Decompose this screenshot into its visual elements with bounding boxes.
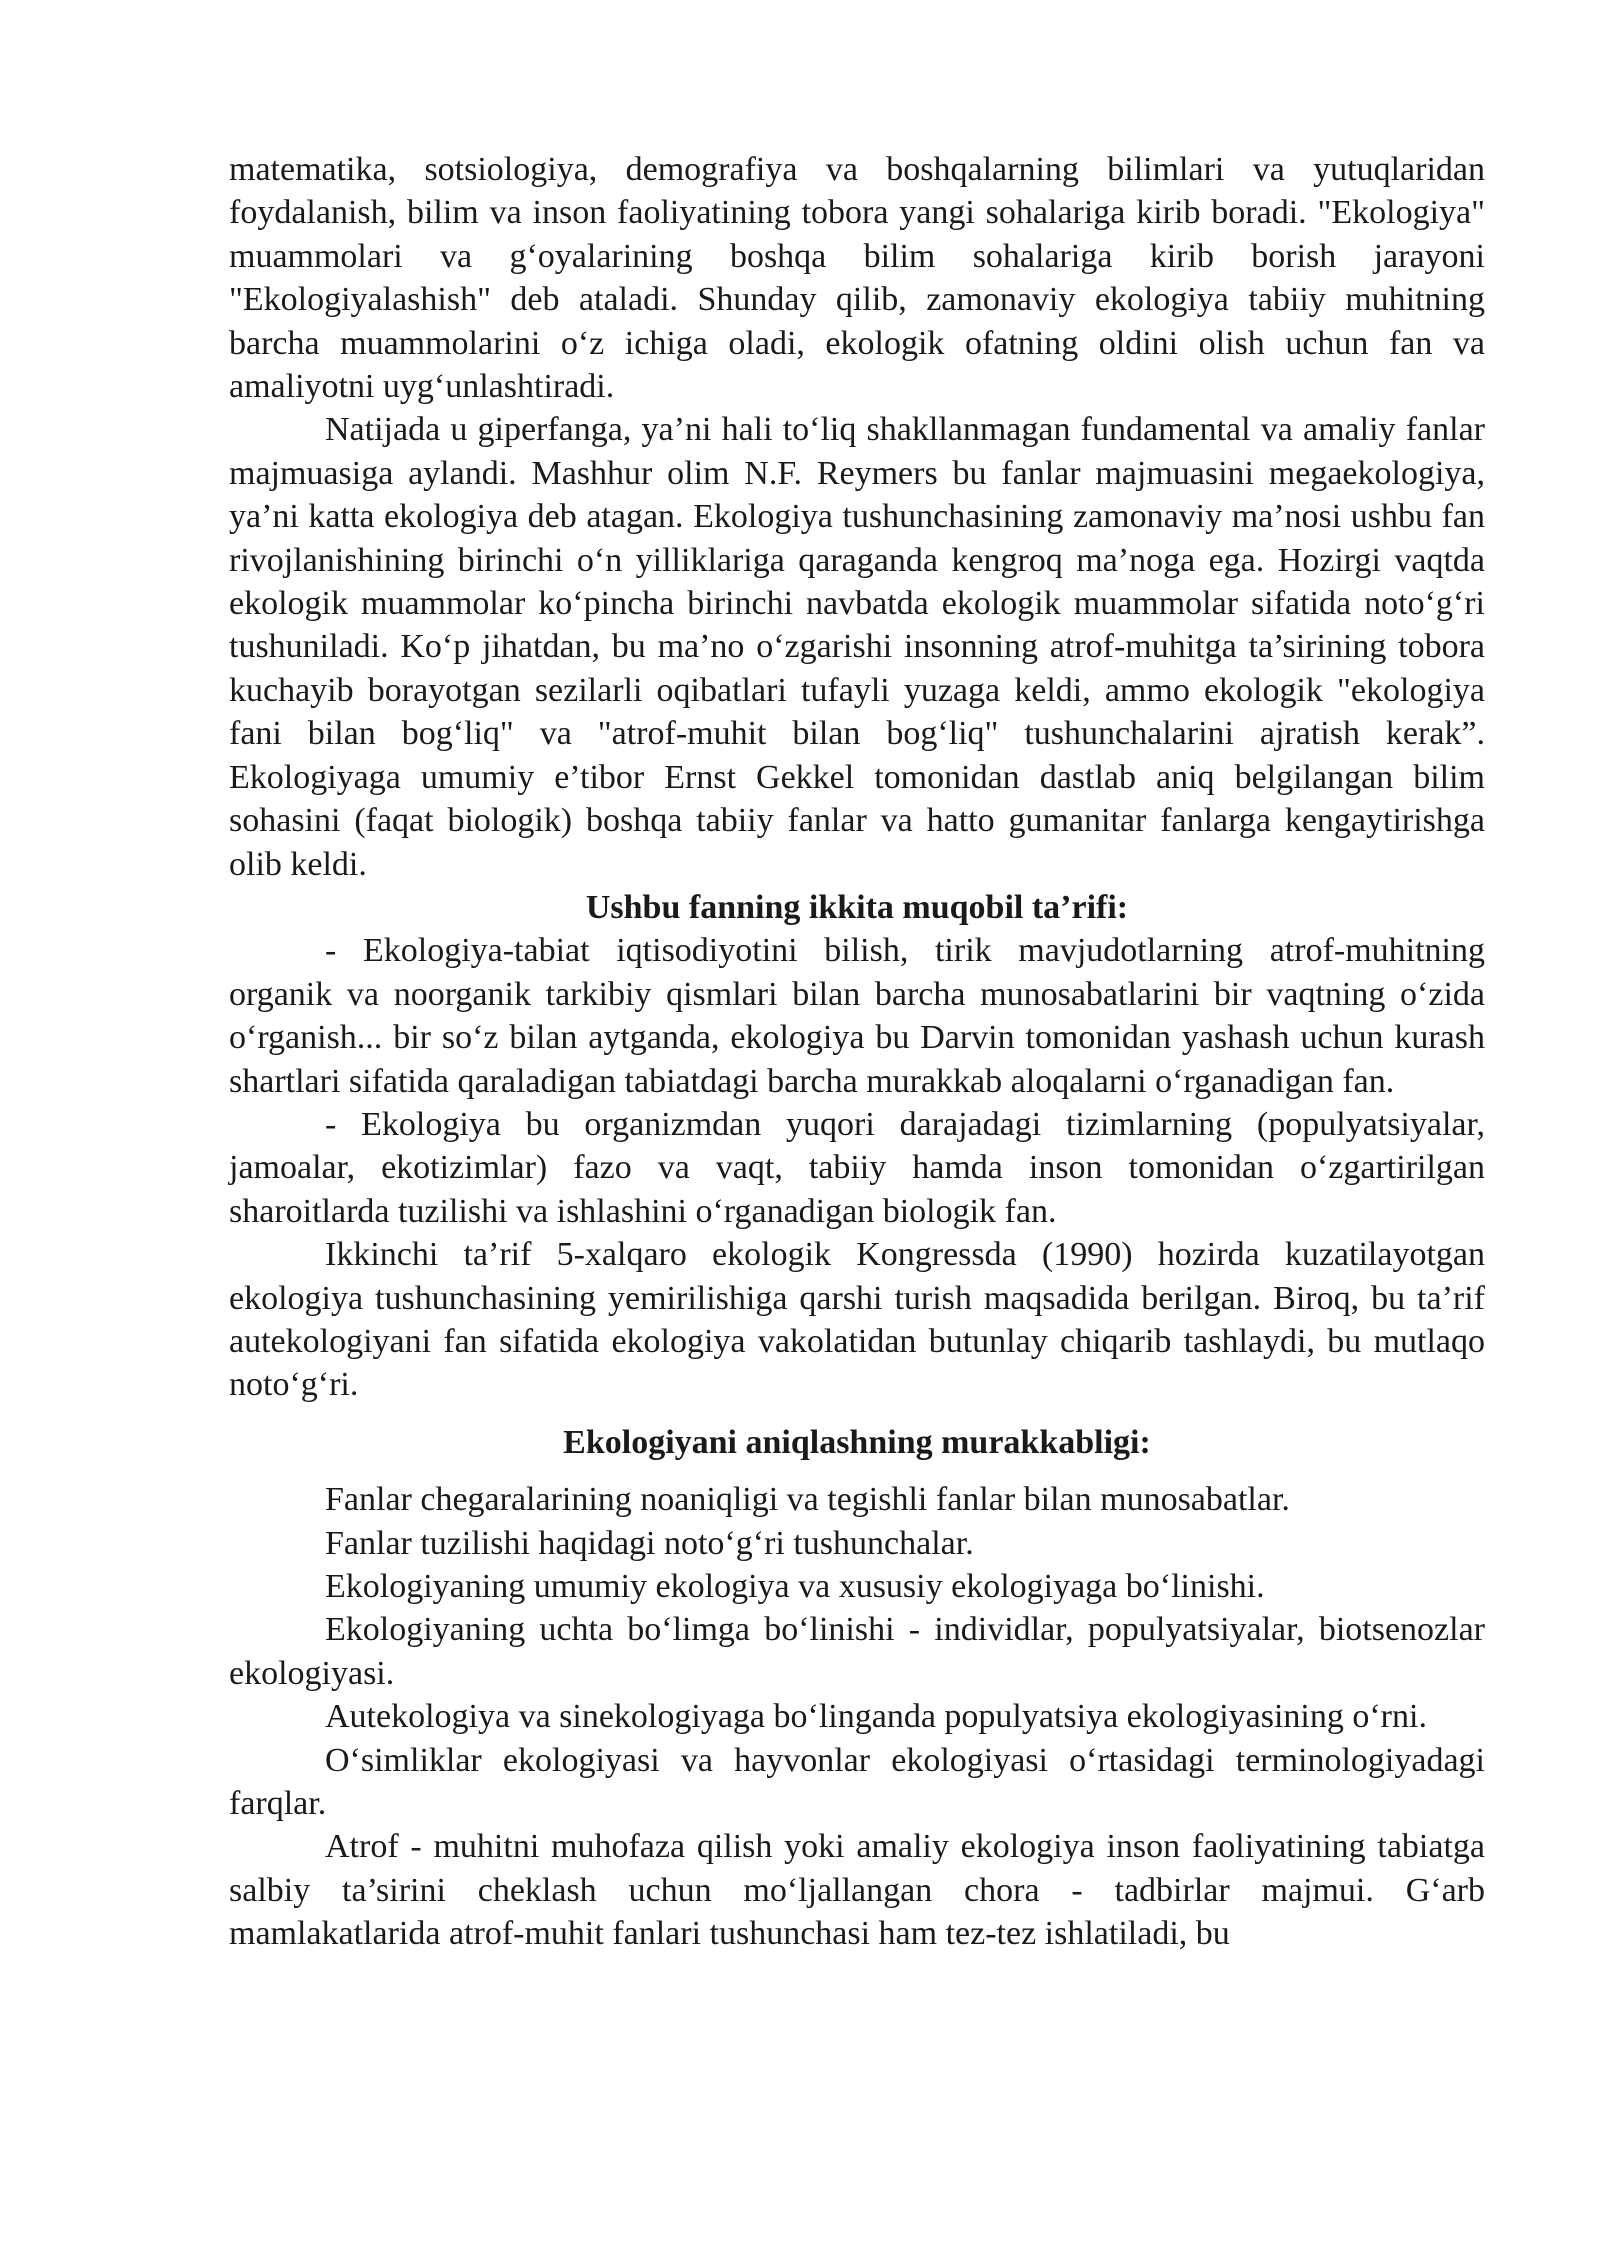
- definition-1: - Ekologiya-tabiat iqtisodiyotini bilish, tirik mavjudotlarning atrof-muhitning organik va noorganik tarkibiy qismlari bilan barcha munosabatlarini bir vaqtning o‘zida o‘rganish... bir so‘z bilan aytganda, ekologiya bu Darvin tomonidan yashash uchun kurash shartlari sifatida qaraladigan tabiatdagi barcha murakkab aloqalarni o‘rganadigan fan.: [229, 932, 1485, 1100]
- complexity-item-2: Fanlar tuzilishi haqidagi noto‘g‘ri tushunchalar.: [325, 1524, 974, 1562]
- complexity-item-3: Ekologiyaning umumiy ekologiya va xususiy ekologiyaga bo‘linishi.: [325, 1568, 1265, 1605]
- complexity-item-4: Ekologiyaning uchta bo‘limga bo‘linishi - individlar, populyatsiyalar, biotsenozlar ekologiyasi.: [229, 1611, 1485, 1692]
- complexity-item-5: Autekologiya va sinekologiyaga bo‘linganda populyatsiya ekologiyasining o‘rni.: [325, 1698, 1427, 1736]
- complexity-item-7: Atrof - muhitni muhofaza qilish yoki amaliy ekologiya inson faoliyatining tabiatga salbiy ta’sirini cheklash uchun mo‘ljallangan chora - tadbirlar majmui. G‘arb mamlakatlarida atrof-muhit fanlari tushunchasi ham tez-tez ishlatiladi, bu: [229, 1828, 1485, 1953]
- definition-2: - Ekologiya bu organizmdan yuqori darajadagi tizimlarning (populyatsiyalar, jamoalar, ekotizimlar) fazo va vaqt, tabiiy hamda inson tomonidan o‘zgartirilgan sharoitlarda tuzilishi va ishlashini o‘rganadigan biologik fan.: [229, 1105, 1485, 1230]
- paragraph-second-definition: Ikkinchi ta’rif 5-xalqaro ekologik Kongressda (1990) hozirda kuzatilayotgan ekologiya tushunchasining yemirilishiga qarshi turish maqsadida berilgan. Biroq, bu ta’rif autekologiyani fan sifatida ekologiya vakolatidan butunlay chiqarib tashlaydi, bu mutlaqo noto‘g‘ri.: [229, 1236, 1485, 1404]
- document-page: [229, 148, 1485, 1956]
- complexity-item-1: Fanlar chegaralarining noaniqligi va tegishli fanlar bilan munosabatlar.: [325, 1481, 1290, 1519]
- paragraph-intro: matematika, sotsiologiya, demografiya va boshqalarning bilimlari va yutuqlaridan foydalanish, bilim va inson faoliyatining tobora yangi sohalariga kirib boradi. "Ekologiya" muammolari va g‘oyalarining boshqa bilim sohalariga kirib borish jarayoni "Ekologiyalashish" deb ataladi. Shunday qilib, zamonaviy ekologiya tabiiy muhitning barcha muammolarini o‘z ichiga oladi, ekologik ofatning oldini olish uchun fan va amaliyotni uyg‘unlashtiradi.: [229, 151, 1485, 406]
- paragraph-giperfan: Natijada u giperfanga, ya’ni hali to‘liq shakllanmagan fundamental va amaliy fanlar majmuasiga aylandi. Mashhur olim N.F. Reymers bu fanlar majmuasini megaekologiya, ya’ni katta ekologiya deb atagan. Ekologiya tushunchasining zamonaviy ma’nosi ushbu fan rivojlanishining birinchi o‘n yilliklariga qaraganda kengroq ma’noga ega. Hozirgi vaqtda ekologik muammolar ko‘pincha birinchi navbatda ekologik muammolar sifatida noto‘g‘ri tushuniladi. Ko‘p jihatdan, bu ma’no o‘zgarishi insonning atrof-muhitga ta’sirining tobora kuchayib borayotgan sezilarli oqibatlari tufayli yuzaga keldi, ammo ekologik "ekologiya fani bilan bog‘liq" va "atrof-muhit bilan bog‘liq" tushunchalarini ajratish kerak”. Ekologiyaga umumiy e’tibor Ernst Gekkel tomonidan dastlab aniq belgilangan bilim sohasini (faqat biologik) boshqa tabiiy fanlar va hatto gumanitar fanlarga kengaytirishga olib keldi.: [229, 411, 1485, 883]
- section-heading-complexity: Ekologiyani aniqlashning murakkabligi:: [563, 1423, 1151, 1461]
- section-heading-definitions: Ushbu fanning ikkita muqobil ta’rifi:: [585, 888, 1129, 926]
- complexity-item-6: O‘simliklar ekologiyasi va hayvonlar ekologiyasi o‘rtasidagi terminologiyadagi farqlar.: [229, 1741, 1485, 1823]
